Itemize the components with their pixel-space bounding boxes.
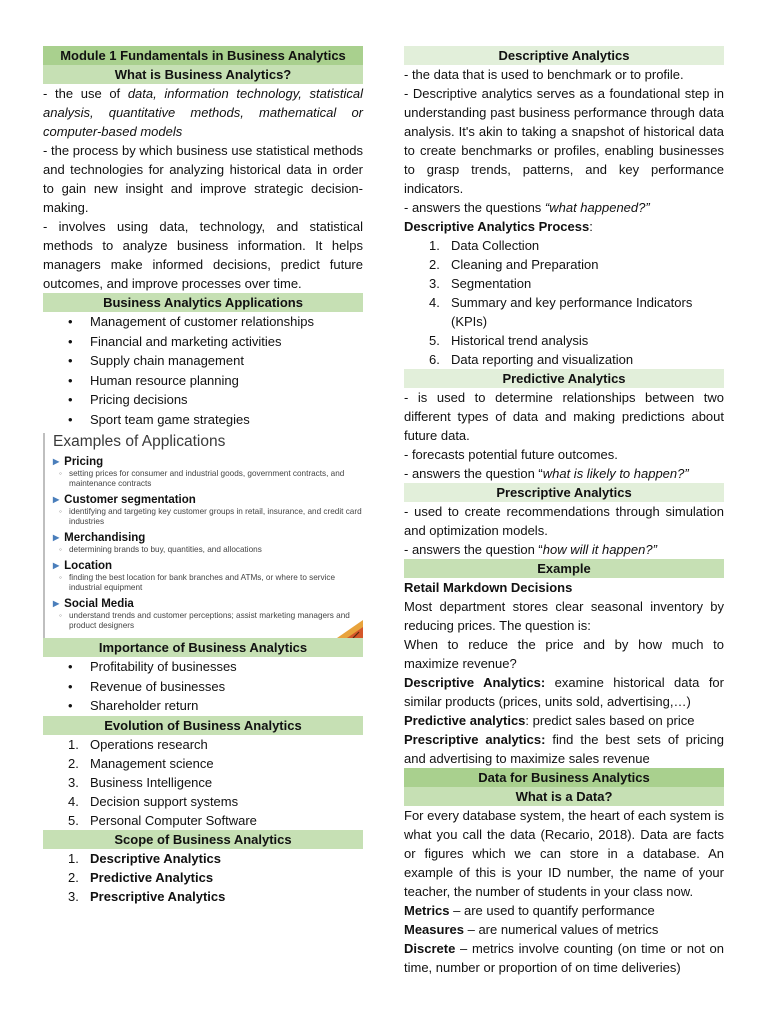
list-item: 5. Historical trend analysis bbox=[429, 333, 589, 348]
list-item: • Shareholder return bbox=[43, 696, 363, 716]
list-item: • Human resource planning bbox=[43, 371, 363, 391]
list-item: 1. Operations research bbox=[68, 736, 208, 752]
slide-item-desc: ◦ determining brands to buy, quantities, and allocations bbox=[53, 545, 363, 555]
data-p1: For every database system, the heart of each system is what you call the data (Recario, 2018). Data are facts or figures which we can store in a database. An example of this is your ID number, the name of your teacher, the number of students in your class now. bbox=[404, 808, 724, 899]
importance-header: Importance of Business Analytics bbox=[43, 638, 363, 657]
example-descriptive: Descriptive Analytics: examine historical data for similar products (prices, units sold, advertising,…) bbox=[404, 675, 724, 709]
slide-item-head: Location bbox=[64, 560, 113, 572]
slide-item-head: Customer segmentation bbox=[64, 494, 196, 506]
slide-item-desc: ◦ finding the best location for bank branches and ATMs, or where to service industrial equipment bbox=[53, 573, 363, 593]
module-title: Module 1 Fundamentals in Business Analytics bbox=[43, 46, 363, 65]
list-item: • Pricing decisions bbox=[43, 390, 363, 410]
scope-list bbox=[43, 849, 363, 906]
list-item: 2. Cleaning and Preparation bbox=[429, 257, 599, 272]
list-item: • Supply chain management bbox=[43, 351, 363, 371]
predictive-p1: - is used to determine relationships between two different types of data and making predictions about future data. bbox=[404, 390, 724, 443]
list-item: 3. Segmentation bbox=[429, 276, 532, 291]
slide-item bbox=[45, 531, 363, 555]
predictive-header: Predictive Analytics bbox=[404, 369, 724, 388]
importance-list bbox=[43, 657, 363, 716]
descriptive-p2: - Descriptive analytics serves as a foundational step in understanding past business performance through data analysis. It's akin to taking a snapshot of historical data to create benchmarks or profiles, enabling businesses to grasp trends, patterns, and key performance indicators. bbox=[404, 86, 724, 196]
slide-item-desc: ◦ setting prices for consumer and industrial goods, government contracts, and maintenance contracts bbox=[53, 469, 363, 489]
examples-slide-image bbox=[43, 433, 363, 638]
slide-item-head: Social Media bbox=[64, 598, 134, 610]
list-item: • Management of customer relationships bbox=[43, 312, 363, 332]
triangle-bullet-icon: ▶ bbox=[53, 561, 60, 570]
descriptive-p1: - the data that is used to benchmark or to profile. bbox=[404, 67, 684, 82]
example-p2: When to reduce the price and by how much to maximize revenue? bbox=[404, 637, 724, 671]
slide-item-desc: ◦ identifying and targeting key customer groups in retail, insurance, and credit card industries bbox=[53, 507, 363, 527]
scope-header: Scope of Business Analytics bbox=[43, 830, 363, 849]
what-is-ba-header: What is Business Analytics? bbox=[43, 65, 363, 84]
prescriptive-p1: - used to create recommendations through simulation and optimization models. bbox=[404, 504, 724, 538]
slide-item-head: Pricing bbox=[64, 456, 104, 468]
list-item: • Sport team game strategies bbox=[43, 410, 363, 430]
data-header: Data for Business Analytics bbox=[404, 768, 724, 787]
list-item: 1. Data Collection bbox=[429, 238, 540, 253]
example-predictive: Predictive analytics: predict sales based on price bbox=[404, 713, 695, 728]
what-is-ba-p1: - the use of data, information technology, statistical analysis, quantitative methods, mathematical or computer-based models bbox=[43, 86, 363, 139]
descriptive-header: Descriptive Analytics bbox=[404, 46, 724, 65]
evolution-header: Evolution of Business Analytics bbox=[43, 716, 363, 735]
evolution-list bbox=[43, 735, 363, 830]
process-list bbox=[404, 236, 724, 369]
list-item: • Revenue of businesses bbox=[43, 677, 363, 697]
prescriptive-question: - answers the question “how will it happen?” bbox=[404, 542, 657, 557]
slide-title: Examples of Applications bbox=[53, 433, 226, 450]
right-column bbox=[404, 46, 724, 977]
applications-header: Business Analytics Applications bbox=[43, 293, 363, 312]
slide-item bbox=[45, 493, 363, 527]
list-item: 1. Descriptive Analytics bbox=[68, 850, 222, 866]
what-is-ba-p2: - the process by which business use statistical methods and technologies for analyzing historical data in order to gain new insight and improve strategic decision-making. bbox=[43, 143, 363, 215]
triangle-bullet-icon: ▶ bbox=[53, 457, 60, 466]
example-header: Example bbox=[404, 559, 724, 578]
triangle-bullet-icon: ▶ bbox=[53, 533, 60, 542]
slide-item bbox=[45, 597, 363, 631]
what-is-ba-p3: - involves using data, technology, and statistical methods to analyze business information. It helps managers make informed decisions, predict future outcomes, and improve processes over time. bbox=[43, 219, 363, 291]
list-item: 4. Decision support systems bbox=[68, 793, 239, 809]
metrics-def: Metrics – are used to quantify performance bbox=[404, 903, 655, 918]
predictive-p2: - forecasts potential future outcomes. bbox=[404, 447, 618, 462]
discrete-def: Discrete – metrics involve counting (on time or not on time, number or proportion of on time deliveries) bbox=[404, 941, 724, 975]
example-title: Retail Markdown Decisions bbox=[404, 580, 573, 595]
list-item: 5. Personal Computer Software bbox=[68, 812, 257, 828]
slide-item-head: Merchandising bbox=[64, 532, 146, 544]
slide-item bbox=[45, 559, 363, 593]
predictive-question: - answers the question “what is likely to happen?” bbox=[404, 466, 689, 481]
list-item: 2. Management science bbox=[68, 755, 214, 771]
descriptive-question: - answers the questions “what happened?” bbox=[404, 200, 650, 215]
slide-item-desc: ◦ understand trends and customer perceptions; assist marketing managers and product designers bbox=[53, 611, 363, 631]
slide-decoration-icon bbox=[333, 618, 363, 638]
list-item: • Profitability of businesses bbox=[43, 657, 363, 677]
list-item: 6. Data reporting and visualization bbox=[429, 352, 634, 367]
list-item: 2. Predictive Analytics bbox=[68, 869, 214, 885]
example-p1: Most department stores clear seasonal inventory by reducing prices. The question is: bbox=[404, 599, 724, 633]
process-title: Descriptive Analytics Process: bbox=[404, 219, 593, 234]
left-column bbox=[43, 46, 363, 906]
list-item: 4. Summary and key performance Indicators (KPIs) bbox=[429, 295, 693, 329]
applications-list bbox=[43, 312, 363, 429]
triangle-bullet-icon: ▶ bbox=[53, 495, 60, 504]
measures-def: Measures – are numerical values of metrics bbox=[404, 922, 659, 937]
example-prescriptive: Prescriptive analytics: find the best sets of pricing and advertising to maximize sales revenue bbox=[404, 732, 724, 766]
triangle-bullet-icon: ▶ bbox=[53, 599, 60, 608]
what-is-data-header: What is a Data? bbox=[404, 787, 724, 806]
list-item: 3. Business Intelligence bbox=[68, 774, 213, 790]
list-item: • Financial and marketing activities bbox=[43, 332, 363, 352]
slide-item bbox=[45, 455, 363, 489]
list-item: 3. Prescriptive Analytics bbox=[68, 888, 226, 904]
prescriptive-header: Prescriptive Analytics bbox=[404, 483, 724, 502]
